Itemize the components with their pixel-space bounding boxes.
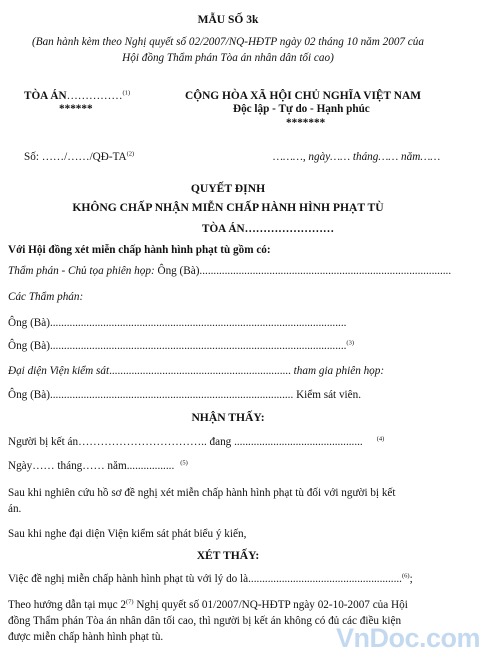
form-number: MẪU SỐ 3k [197, 14, 259, 26]
document-number-label: Số: ……/……/QĐ-TA [24, 151, 127, 163]
watermark-logo: VnDoc.com [336, 623, 480, 653]
procurator-name-line [8, 388, 361, 402]
judge-line-1: Ông (Bà).......................................................................................................... [8, 317, 347, 329]
decision-title: QUYẾT ĐỊNH [190, 182, 266, 195]
procurator-name: Ông (Bà)....................................................................................... [8, 389, 294, 401]
motto-stars: ******* [286, 117, 326, 129]
issued-note-line2: Hội đồng Thẩm phán Tòa án nhân dân tối cao) [122, 52, 334, 64]
convict-text: Người bị kết án…………………………….. đang .............................................. [8, 436, 363, 448]
republic-name: CỘNG HÒA XÃ HỘI CHỦ NGHĨA VIỆT NAM [185, 90, 421, 102]
procurator-dots: ................................................................. [109, 365, 291, 377]
court-stars: ****** [59, 103, 93, 115]
decision-subject: KHÔNG CHẤP NHẬN MIỄN CHẤP HÀNH HÌNH PHẠT TÙ [72, 201, 384, 214]
guide-line-2: đồng Thẩm phán Tòa án nhân dân tối cao, thì người bị kết án không có đủ các điều kiện [8, 615, 402, 627]
reason-text: Việc đề nghị miễn chấp hành hình phạt tù với lý do là....................................................... [8, 573, 402, 585]
presiding-judge-value: Ông (Bà).......................................................................................... [154, 265, 452, 277]
findings-paragraph-1-line-1: Sau khi nghiên cứu hồ sơ đề nghị xét miễn chấp hành hình phạt tù đối với người bị kết [8, 487, 396, 499]
judge-line-2-text: Ông (Bà).......................................................................................................... [8, 340, 347, 352]
issued-note-line1: (Ban hành kèm theo Nghị quyết số 02/2007/NQ-HĐTP ngày 02 tháng 10 năm 2007 của [32, 36, 424, 48]
court-title-line: TÒA ÁN…………………… [202, 223, 335, 235]
findings-paragraph-1-line-2: án. [8, 503, 22, 515]
judges-label: Các Thẩm phán: [8, 291, 84, 303]
convict-line [8, 435, 384, 449]
reason-end: ; [409, 573, 413, 585]
guide-footnote: (7) [125, 598, 134, 606]
findings-heading: NHẬN THẤY: [191, 411, 265, 424]
guide-line-1 [8, 598, 408, 612]
findings-date-line [8, 459, 188, 473]
considerations-heading: XÉT THẤY: [196, 549, 260, 562]
guide-line-1-end: Nghị quyết số 01/2007/NQ-HĐTP ngày 02-10-2007 của Hội [133, 599, 408, 611]
court-footnote: (1) [122, 89, 131, 97]
presiding-judge-line [8, 264, 451, 278]
document-number-footnote: (2) [126, 150, 135, 158]
procurator-line [8, 364, 384, 378]
procurator-label: Đại diện Viện kiểm sát [8, 365, 110, 377]
council-intro: Với Hội đồng xét miễn chấp hành hình phạt tù gồm có: [8, 244, 271, 256]
findings-date-text: Ngày…… tháng…… năm................. [8, 460, 175, 472]
procurator-role: Kiểm sát viên. [293, 389, 362, 401]
court-dots: …………… [66, 90, 123, 102]
findings-paragraph-2: Sau khi nghe đại diện Viện kiểm sát phát biểu ý kiến, [8, 528, 247, 540]
presiding-judge-label: Thẩm phán - Chủ tọa phiên họp: [8, 265, 155, 277]
findings-date-footnote: (5) [180, 459, 188, 467]
national-motto: Độc lập - Tự do - Hạnh phúc [233, 103, 370, 115]
guide-line-3: được miễn chấp hành hình phạt tù. [8, 631, 164, 643]
date-line: ………, ngày…… tháng…… năm…… [273, 151, 441, 163]
convict-footnote: (4) [376, 435, 385, 443]
procurator-suffix: tham gia phiên họp: [290, 365, 385, 377]
reason-footnote: (6) [401, 572, 410, 580]
reason-line [8, 572, 413, 586]
judge-line-2 [8, 339, 354, 353]
guide-line-1-start: Theo hướng dẫn tại mục 2 [8, 599, 126, 611]
court-header [24, 89, 130, 103]
document-number [24, 150, 134, 164]
judge-footnote: (3) [346, 339, 355, 347]
court-label: TÒA ÁN [24, 90, 67, 102]
